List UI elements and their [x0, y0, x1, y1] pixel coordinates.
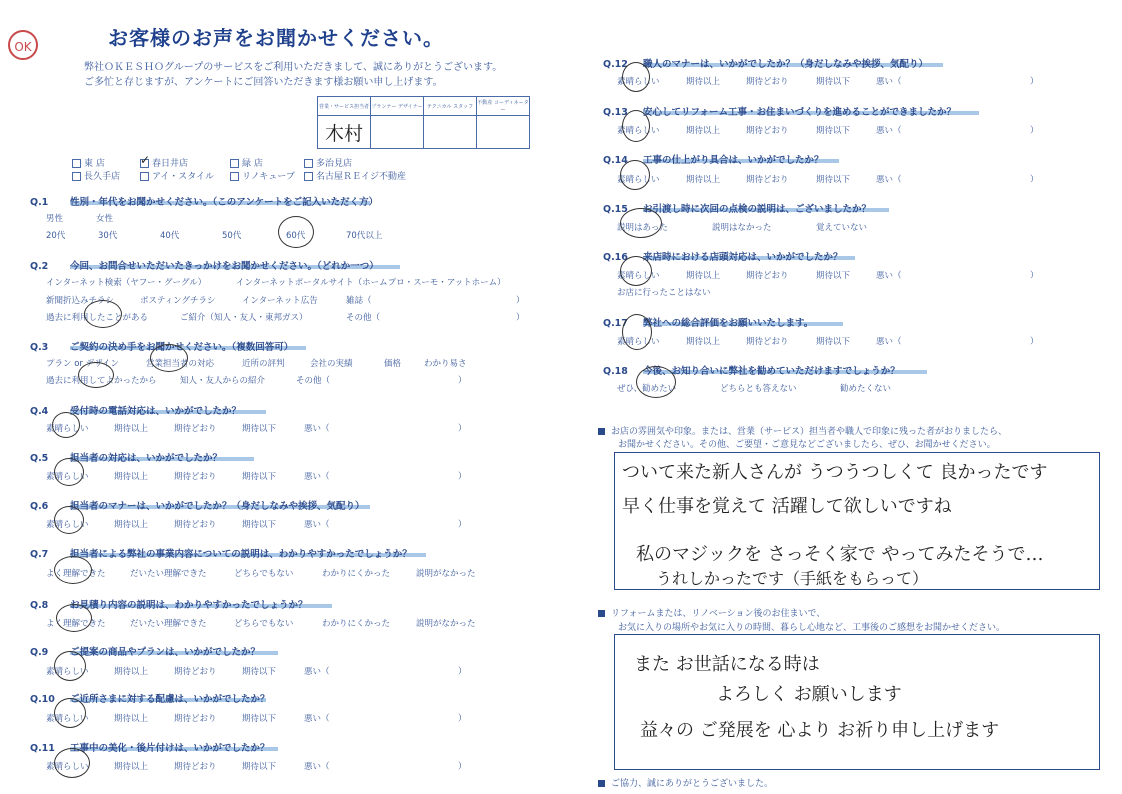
option-paren-close: ）: [458, 714, 467, 724]
answer-circle-mark: [150, 344, 188, 372]
understand-neutral[interactable]: どちらでもない: [234, 569, 294, 579]
rating-below[interactable]: 期待以下: [816, 175, 851, 185]
option-age[interactable]: 20代: [46, 231, 66, 241]
option-paren-close: ）: [458, 376, 467, 386]
question-q6: Q.6 担当者のマナーは、いかがでしたか？（身だしなみや挨拶、気配り）: [30, 498, 365, 512]
rating-excellent[interactable]: 素晴らしい: [617, 77, 660, 87]
rating-bad[interactable]: 悪い（: [304, 714, 330, 724]
comment2-line: また お世話になる時は: [634, 654, 820, 675]
option-clarity[interactable]: わかり易さ: [424, 359, 467, 369]
store-checkbox[interactable]: [304, 159, 313, 168]
answer-circle-mark: [56, 604, 92, 632]
answer-circle-mark: [620, 160, 650, 190]
rating-below[interactable]: 期待以下: [816, 337, 851, 347]
question-q8: Q.8 お見積り内容の説明は、わかりやすかったでしょうか？: [30, 597, 308, 611]
rating-above[interactable]: 期待以上: [686, 126, 721, 136]
page-title: お客様のお声をお聞かせください。: [108, 26, 444, 50]
comment1-line: ついて来た新人さんが うつうつしくて 良かったです: [622, 462, 1048, 483]
rating-bad[interactable]: 悪い（: [876, 126, 902, 136]
option-past-use[interactable]: 過去に利用したことがある: [46, 313, 149, 323]
option-paren-close: ）: [516, 296, 525, 306]
store-option[interactable]: 多治見店: [304, 156, 352, 169]
option-dont-remember[interactable]: 覚えていない: [816, 223, 868, 233]
square-bullet-icon: [598, 428, 605, 435]
rating-below[interactable]: 期待以下: [816, 271, 851, 281]
rating-as-expected[interactable]: 期待どおり: [746, 77, 789, 87]
rating-excellent[interactable]: 素晴らしい: [617, 126, 660, 136]
option-paren-close: ）: [458, 520, 467, 530]
question-q13: Q.13 安心してリフォーム工事・お住まいづくりを進めることができましたか？: [603, 104, 956, 118]
rating-bad[interactable]: 悪い（: [876, 271, 902, 281]
question-q7: Q.7 担当者による弊社の事業内容についての説明は、わかりやすかったでしょうか？: [30, 546, 412, 560]
rating-as-expected[interactable]: 期待どおり: [174, 762, 217, 772]
store-option[interactable]: 緑 店: [230, 156, 263, 169]
question-q4: Q.4 受付時の電話対応は、いかがでしたか？: [30, 403, 241, 417]
store-checkbox[interactable]: [304, 172, 313, 181]
option-neutral[interactable]: どちらとも答えない: [720, 384, 797, 394]
option-never-visited[interactable]: お店に行ったことはない: [617, 288, 711, 298]
comment1-line: 私のマジックを さっそく家で やってみたそうで…: [636, 544, 1044, 565]
rating-bad[interactable]: 悪い（: [304, 667, 330, 677]
thanks-message: ご協力、誠にありがとうございました。: [598, 776, 773, 789]
question-q16: Q.16 来店時における店頭対応は、いかがでしたか？: [603, 249, 843, 263]
rating-above[interactable]: 期待以上: [114, 762, 149, 772]
rating-below[interactable]: 期待以下: [242, 424, 277, 434]
rating-as-expected[interactable]: 期待どおり: [746, 337, 789, 347]
store-checkbox[interactable]: [230, 172, 239, 181]
comment1-prompt-2: お聞かせください。その他、ご要望・ご意見などございましたら、ぜひ、お聞かせください。: [618, 440, 996, 450]
option-definitely-recommend[interactable]: ぜひ、勧めたい: [617, 384, 677, 394]
staff-header: 不動産 コーディネーター: [477, 97, 530, 116]
answer-circle-mark: [54, 748, 90, 778]
rating-excellent[interactable]: 素晴らしい: [46, 424, 89, 434]
option-paren-close: ）: [458, 667, 467, 677]
rating-above[interactable]: 期待以上: [686, 175, 721, 185]
option-female[interactable]: 女性: [96, 214, 114, 224]
understand-well[interactable]: よく理解できた: [46, 619, 106, 629]
answer-circle-mark: [54, 506, 84, 534]
option-paren-close: ）: [458, 424, 467, 434]
answer-circle-mark: [622, 62, 650, 92]
rating-excellent[interactable]: 素晴らしい: [46, 714, 89, 724]
comment2-line: 益々の ご発展を 心より お祈り申し上げます: [640, 720, 1000, 741]
staff-header: プランナー デザイナー: [371, 97, 424, 116]
rating-as-expected[interactable]: 期待どおり: [746, 175, 789, 185]
rating-bad[interactable]: 悪い（: [304, 424, 330, 434]
option-track-record[interactable]: 会社の実績: [310, 359, 353, 369]
answer-circle-mark: [54, 651, 86, 681]
rating-bad[interactable]: 悪い（: [304, 762, 330, 772]
option-paren-close: ）: [1030, 337, 1039, 347]
store-option[interactable]: 長久手店: [72, 169, 120, 182]
store-checkbox[interactable]: [140, 172, 149, 181]
rating-as-expected[interactable]: 期待どおり: [746, 271, 789, 281]
rating-as-expected[interactable]: 期待どおり: [174, 472, 217, 482]
answer-circle-mark: [84, 300, 122, 328]
rating-below[interactable]: 期待以下: [242, 667, 277, 677]
answer-circle-mark: [636, 366, 676, 398]
store-checkbox[interactable]: [72, 172, 81, 181]
rating-bad[interactable]: 悪い（: [876, 337, 902, 347]
option-paren-close: ）: [1030, 126, 1039, 136]
rating-excellent[interactable]: 素晴らしい: [46, 762, 89, 772]
comment1-line: 早く仕事を覚えて 活躍して欲しいですね: [622, 496, 952, 517]
option-age[interactable]: 30代: [98, 231, 118, 241]
rating-above[interactable]: 期待以上: [114, 714, 149, 724]
option-referral[interactable]: ご紹介（知人・友人・東邦ガス）: [180, 313, 308, 323]
option-paren-close: ）: [516, 313, 525, 323]
option-male[interactable]: 男性: [46, 214, 64, 224]
option-internet-ad[interactable]: インターネット広告: [242, 296, 318, 306]
rating-above[interactable]: 期待以上: [686, 271, 721, 281]
option-sales-rep[interactable]: 営業担当者の対応: [146, 359, 215, 369]
rating-above[interactable]: 期待以上: [114, 520, 149, 530]
understand-mostly[interactable]: だいたい理解できた: [130, 569, 207, 579]
store-option[interactable]: 名古屋ＲＥイジ不動産: [304, 169, 406, 182]
answer-circle-mark: [52, 412, 80, 438]
staff-cell[interactable]: [477, 116, 530, 149]
intro-line-2: ご多忙と存じますが、アンケートにご回答いただきます様お願い申し上げます。: [84, 77, 443, 88]
staff-cell[interactable]: [371, 116, 424, 149]
rating-above[interactable]: 期待以上: [114, 472, 149, 482]
rating-above[interactable]: 期待以上: [686, 337, 721, 347]
square-bullet-icon: [598, 610, 605, 617]
rating-bad[interactable]: 悪い（: [876, 77, 902, 87]
option-portal-site[interactable]: インターネットポータルサイト（ホームプロ・スーモ・アットホーム）: [236, 278, 506, 288]
option-other[interactable]: その他（: [346, 313, 381, 323]
rating-as-expected[interactable]: 期待どおり: [174, 520, 217, 530]
staff-name[interactable]: 木村: [324, 122, 363, 145]
store-checkbox[interactable]: [230, 159, 239, 168]
option-age[interactable]: 40代: [160, 231, 180, 241]
question-q14: Q.14 工事の仕上がり具合は、いかがでしたか？: [603, 152, 824, 166]
comment2-prompt: リフォームまたは、リノベーション後のお住まいで、: [598, 606, 825, 619]
option-good-past[interactable]: 過去に利用してよかったから: [46, 376, 157, 386]
question-q17: Q.17 弊社への総合評価をお願いいたします。: [603, 315, 813, 329]
rating-bad[interactable]: 悪い（: [304, 520, 330, 530]
question-q11: Q.11 工事中の美化・後片付けは、いかがでしたか？: [30, 740, 270, 754]
store-option[interactable]: リノキューブ: [230, 169, 295, 182]
rating-as-expected[interactable]: 期待どおり: [174, 667, 217, 677]
option-plan-design[interactable]: プラン or デザイン: [46, 359, 120, 369]
answer-circle-mark: [622, 314, 652, 350]
question-q18: Q.18 今後、お知り合いに弊社を勧めていただけますでしょうか？: [603, 363, 900, 377]
answer-circle-mark: [278, 216, 314, 248]
understand-mostly[interactable]: だいたい理解できた: [130, 619, 207, 629]
rating-excellent[interactable]: 素晴らしい: [46, 472, 89, 482]
check-mark-icon: ✓: [140, 153, 151, 167]
rating-below[interactable]: 期待以下: [242, 472, 277, 482]
question-q5: Q.5 担当者の対応は、いかがでしたか？: [30, 450, 222, 464]
store-checkbox[interactable]: [140, 153, 151, 168]
rating-excellent[interactable]: 素晴らしい: [617, 337, 660, 347]
staff-cell[interactable]: [424, 116, 477, 149]
rating-excellent[interactable]: 素晴らしい: [46, 667, 89, 677]
rating-bad[interactable]: 悪い（: [876, 175, 902, 185]
store-checkbox[interactable]: [72, 159, 81, 168]
rating-below[interactable]: 期待以下: [816, 126, 851, 136]
option-price[interactable]: 価格: [384, 359, 402, 369]
option-reputation[interactable]: 近所の評判: [242, 359, 285, 369]
rating-as-expected[interactable]: 期待どおり: [174, 714, 217, 724]
rating-excellent[interactable]: 素晴らしい: [617, 175, 660, 185]
option-not-explained[interactable]: 説明はなかった: [712, 223, 772, 233]
option-other[interactable]: その他（: [296, 376, 331, 386]
rating-below[interactable]: 期待以下: [242, 714, 277, 724]
rating-below[interactable]: 期待以下: [242, 520, 277, 530]
store-option[interactable]: 東 店: [72, 156, 105, 169]
question-q15: Q.15 お引渡し時に次回の点検の説明は、ございましたか？: [603, 201, 871, 215]
option-paren-close: ）: [458, 472, 467, 482]
option-paren-close: ）: [1030, 271, 1039, 281]
question-q2: Q.2 今回、お問合せいただいたきっかけをお聞かせください。（どれか一つ）: [30, 258, 379, 272]
option-paren-close: ）: [1030, 175, 1039, 185]
option-paren-close: ）: [1030, 77, 1039, 87]
comment1-prompt: お店の雰囲気や印象。または、営業（サービス）担当者や職人で印象に残った者がおりましたら、: [598, 424, 1007, 437]
store-option[interactable]: アイ・スタイル: [140, 169, 214, 182]
understand-hard[interactable]: わかりにくかった: [322, 569, 391, 579]
rating-below[interactable]: 期待以下: [816, 77, 851, 87]
option-paren-close: ）: [458, 762, 467, 772]
answer-circle-mark: [78, 362, 114, 388]
option-explained[interactable]: 説明はあった: [617, 223, 668, 233]
answer-circle-mark: [54, 556, 92, 584]
store-option[interactable]: ✓ 春日井店: [140, 153, 189, 169]
question-q10: Q.10 ご近所さまに対する配慮は、いかがでしたか？: [30, 694, 270, 705]
answer-circle-mark: [54, 698, 86, 728]
staff-header: 営業・サービス担当者: [318, 97, 371, 116]
answer-circle-mark: [622, 110, 650, 142]
understand-well[interactable]: よく理解できた: [46, 569, 106, 579]
comment1-line: うれしかったです（手紙をもらって）: [656, 569, 929, 588]
rating-bad[interactable]: 悪い（: [304, 472, 330, 482]
rating-excellent[interactable]: 素晴らしい: [46, 520, 89, 530]
option-age-selected[interactable]: 60代: [286, 231, 306, 241]
rating-as-expected[interactable]: 期待どおり: [174, 424, 217, 434]
question-q9: Q.9 ご提案の商品やプランは、いかがでしたか？: [30, 644, 260, 658]
staff-table: [317, 96, 530, 149]
option-age[interactable]: 50代: [222, 231, 242, 241]
square-bullet-icon: [598, 780, 605, 787]
rating-above[interactable]: 期待以上: [114, 424, 149, 434]
option-magazine[interactable]: 雑誌（: [346, 296, 372, 306]
understand-none[interactable]: 説明がなかった: [416, 619, 476, 629]
company-seal: OK: [8, 30, 38, 60]
comment2-prompt-2: お気に入りの場所やお気に入りの時間、暮らし心地など、工事後のご感想をお聞かせください。: [618, 623, 1006, 633]
option-friend-referral[interactable]: 知人・友人からの紹介: [180, 376, 266, 386]
answer-circle-mark: [620, 256, 652, 286]
intro-line-1: 弊社ＯＫＥＳＨＯグループのサービスをご利用いただきまして、誠にありがとうございます。: [84, 62, 503, 73]
option-not-recommend[interactable]: 勧めたくない: [840, 384, 892, 394]
rating-excellent[interactable]: 素晴らしい: [617, 271, 660, 281]
question-q1: Q.1 性別・年代をお聞かせください。（このアンケートをご記入いただく方）: [30, 197, 379, 208]
question-q3: Q.3 ご契約の決め手をお聞かせください。（複数回答可）: [30, 339, 293, 353]
option-posting-flyer[interactable]: ポスティングチラシ: [140, 296, 216, 306]
understand-hard[interactable]: わかりにくかった: [322, 619, 391, 629]
understand-none[interactable]: 説明がなかった: [416, 569, 476, 579]
understand-neutral[interactable]: どちらでもない: [234, 619, 294, 629]
rating-below[interactable]: 期待以下: [242, 762, 277, 772]
rating-above[interactable]: 期待以上: [686, 77, 721, 87]
rating-as-expected[interactable]: 期待どおり: [746, 126, 789, 136]
answer-circle-mark: [620, 208, 662, 238]
option-newspaper-flyer[interactable]: 新聞折込みチラシ: [46, 296, 115, 306]
staff-header: テクニカル スタッフ: [424, 97, 477, 116]
comment2-line: よろしく お願いします: [716, 684, 902, 705]
answer-circle-mark: [54, 458, 84, 486]
question-q12: Q.12 職人のマナーは、いかがでしたか？（身だしなみや挨拶、気配り）: [603, 56, 928, 70]
option-internet-search[interactable]: インターネット検索（ヤフー・グーグル）: [46, 278, 207, 288]
rating-above[interactable]: 期待以上: [114, 667, 149, 677]
option-age[interactable]: 70代以上: [346, 231, 383, 241]
